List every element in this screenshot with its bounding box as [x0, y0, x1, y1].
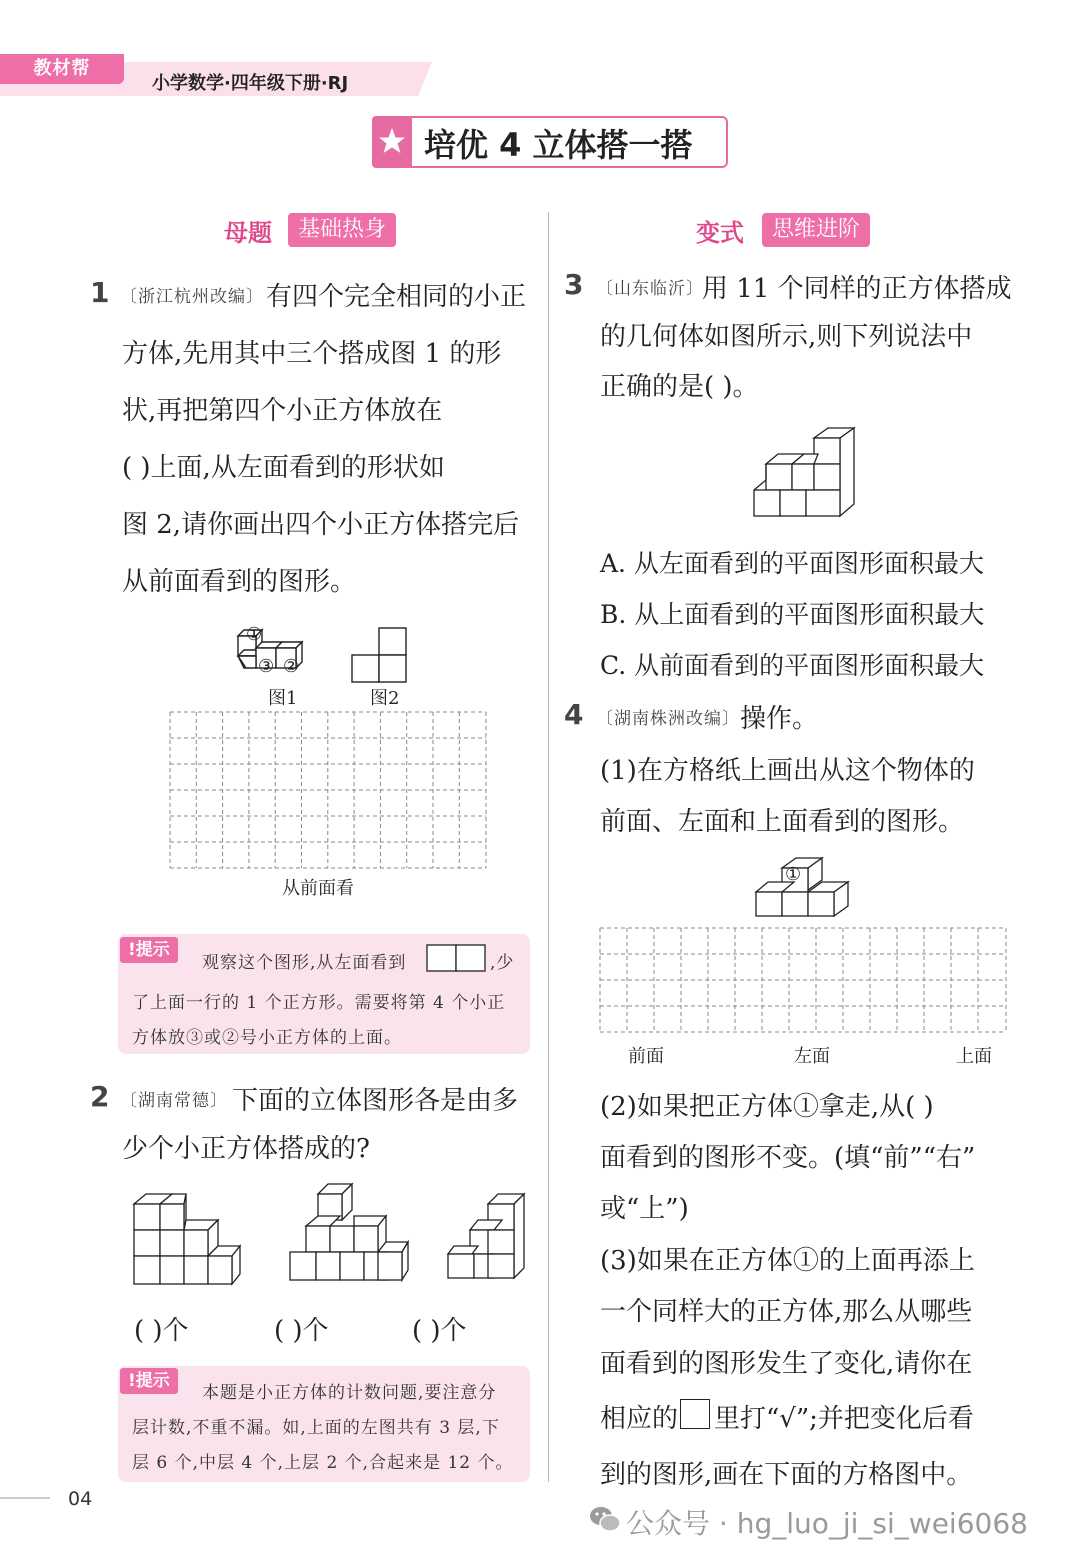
question-text: 面看到的图形不变。(填“前”“右” — [600, 1143, 976, 1173]
section-pill-left: 基础热身 — [288, 213, 396, 247]
hint-text: 了上面一行的 1 个正方形。需要将第 4 个小正 — [132, 993, 506, 1013]
question-text: ( )上面,从左面看到的形状如 — [122, 453, 445, 483]
section-pill-right: 思维进阶 — [762, 213, 870, 247]
question-text: 方体,先用其中三个搭成图 1 的形 — [122, 339, 502, 369]
figure-caption: 图2 — [370, 688, 400, 709]
question-text: 前面、左面和上面看到的图形。 — [600, 807, 965, 837]
answer-blank[interactable]: ( )个 — [412, 1316, 467, 1346]
cube-label: ② — [283, 656, 300, 677]
question-text: 下面的立体图形各是由多 — [232, 1086, 519, 1116]
question-text: (1)在方格纸上画出从这个物体的 — [600, 756, 975, 786]
answer-blank[interactable]: ( )个 — [274, 1316, 329, 1346]
question-source: 〔湖南常德〕 — [120, 1091, 228, 1111]
question-text: 用 11 个同样的正方体搭成 — [702, 274, 1012, 304]
cube-label: ③ — [258, 656, 275, 677]
grid-caption: 从前面看 — [282, 878, 354, 899]
star-icon — [372, 122, 412, 162]
hint-text: 层计数,不重不漏。如,上面的左图共有 3 层,下 — [132, 1418, 500, 1438]
hint-text: 观察这个图形,从左面看到 — [202, 953, 407, 973]
cube-structure-q4 — [752, 854, 856, 920]
question-number: 3 — [564, 268, 584, 301]
question-text: 图 2,请你画出四个小正方体搭完后 — [122, 510, 520, 540]
option-a[interactable]: A. 从左面看到的平面图形面积最大 — [600, 549, 984, 578]
question-text: 的几何体如图所示,则下列说法中 — [600, 322, 973, 352]
cube-structure-2 — [284, 1180, 414, 1288]
section-tag-left: 母题 — [224, 218, 272, 247]
left-view-icon — [426, 944, 486, 972]
page-number: 04 — [68, 1488, 93, 1510]
figure-caption: 图1 — [268, 688, 298, 709]
option-b[interactable]: B. 从上面看到的平面图形面积最大 — [600, 600, 985, 629]
section-tag-right: 变式 — [696, 218, 744, 247]
checkbox[interactable] — [680, 1399, 710, 1429]
footer-line — [0, 1497, 50, 1499]
question-text: 有四个完全相同的小正 — [266, 282, 527, 312]
hint-badge: !提示 — [120, 1368, 178, 1394]
hint-text: 层 6 个,中层 4 个,上层 2 个,合起来是 12 个。 — [132, 1453, 514, 1473]
question-text: 从前面看到的图形。 — [122, 567, 357, 597]
question-number: 4 — [564, 698, 584, 731]
option-c[interactable]: C. 从前面看到的平面图形面积最大 — [600, 651, 985, 680]
answer-grid[interactable] — [168, 710, 488, 870]
wechat-icon — [588, 1504, 622, 1534]
cube-label: ① — [785, 864, 802, 885]
watermark: 公众号 · hg_luo_ji_si_wei6068 — [626, 1507, 1028, 1540]
book-title: 小学数学·四年级下册·RJ — [152, 73, 349, 94]
question-text: 操作。 — [740, 704, 819, 734]
question-number: 1 — [90, 276, 110, 309]
question-text: 到的图形,画在下面的方格图中。 — [600, 1460, 973, 1490]
question-text: 正确的是( )。 — [600, 372, 759, 402]
answer-grid[interactable] — [598, 926, 1008, 1034]
grid-label-left: 左面 — [794, 1046, 830, 1067]
question-text: 或“上”) — [600, 1194, 689, 1224]
cube-label: ① — [246, 624, 263, 645]
chapter-icon-box — [372, 116, 412, 168]
grid-label-front: 前面 — [628, 1046, 664, 1067]
question-number: 2 — [90, 1080, 110, 1113]
question-source: 〔浙江杭州改编〕 — [120, 287, 264, 307]
question-text: 面看到的图形发生了变化,请你在 — [600, 1349, 973, 1379]
hint-text: ,少 — [490, 953, 515, 973]
question-text: 里打“√”;并把变化后看 — [714, 1404, 974, 1434]
question-source: 〔湖南株洲改编〕 — [596, 709, 740, 729]
cube-structure-3 — [442, 1190, 532, 1294]
column-divider — [548, 212, 549, 1482]
cube-structure-q3 — [748, 424, 860, 522]
grid-label-top: 上面 — [956, 1046, 992, 1067]
hint-text: 方体放③或②号小正方体的上面。 — [132, 1028, 402, 1048]
question-source: 〔山东临沂〕 — [596, 279, 704, 299]
question-text: 相应的 — [600, 1404, 679, 1434]
hint-badge: !提示 — [120, 937, 178, 963]
question-text: 少个小正方体搭成的? — [122, 1134, 370, 1164]
answer-blank[interactable]: ( )个 — [134, 1316, 189, 1346]
brand-badge: 教材帮 — [0, 54, 124, 84]
hint-text: 本题是小正方体的计数问题,要注意分 — [202, 1383, 497, 1403]
question-text: (2)如果把正方体①拿走,从( ) — [600, 1092, 934, 1122]
cube-structure-1 — [128, 1186, 248, 1290]
figure-2-view — [350, 626, 410, 684]
chapter-title: 培优 4 立体搭一搭 — [424, 126, 693, 164]
question-text: 一个同样大的正方体,那么从哪些 — [600, 1297, 973, 1327]
question-text: (3)如果在正方体①的上面再添上 — [600, 1246, 975, 1276]
question-text: 状,再把第四个小正方体放在 — [122, 396, 443, 426]
